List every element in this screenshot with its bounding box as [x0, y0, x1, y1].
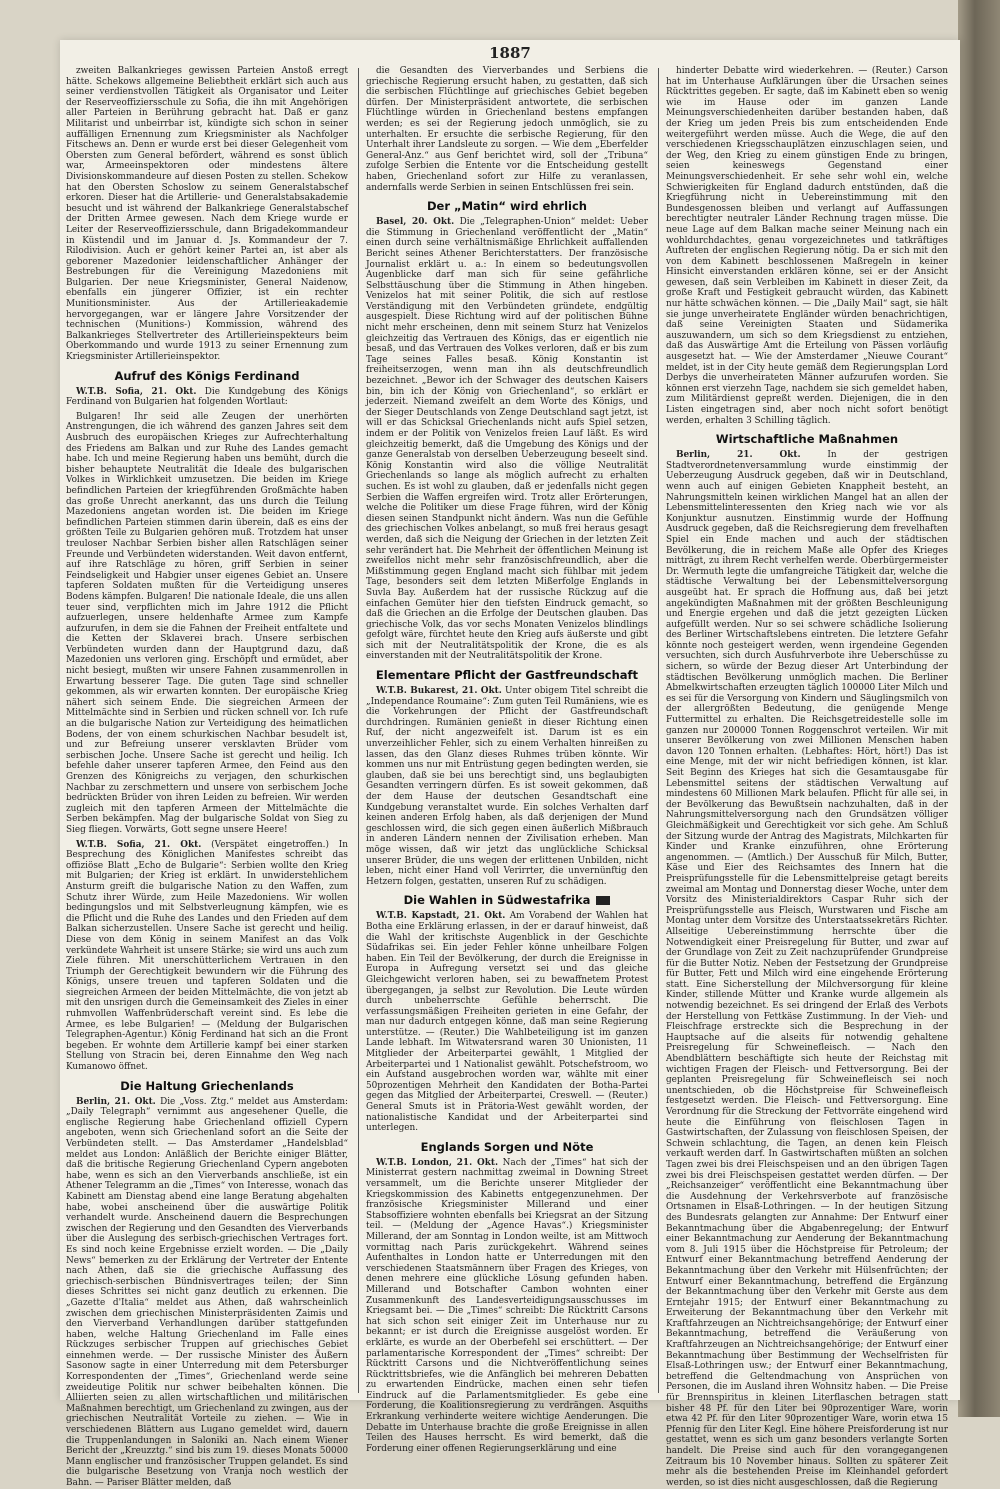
dateline: Berlin, 21. Okt. [676, 450, 801, 461]
dateline: Basel, 20. Okt. [376, 217, 455, 228]
dateline: W.T.B. Sofia, 21. Okt. [76, 839, 202, 850]
column-rule [658, 68, 659, 1393]
newspaper-page [60, 40, 960, 1488]
paragraph [366, 911, 648, 1133]
text: (Verspätet eingetroffen.) In Besprechung des Königlichen Manifestes schreibt das offiziöse Blatt „Echo de Bulgarie“: Serbien wollte den Krieg mit Bulgarien; der Krieg ist erklärt. In unwiderstehlichem Ansturm greift die bulgarische Nation zu den Waffen, zum Schutz ihrer Würde, zum Heile Mazedoniens. Wir wollen bedingungslos und mit Selbstverleugnung kämpfen, wie es die Pflicht und die Ruhe des Landes und den Frieden auf dem Balkan sicherzustellen. Unsere Sache ist gerecht und heilig. Diese von dem König in seinem Manifest an das Volk verkündete Wahrheit ist unsere Stärke; sie wird uns auch zum Ziele führen. Mit unerschütterlichem Vertrauen in den Triumph der Gerechtigkeit bewundern wir die Führung des Königs, unsere treuen und tapferen Soldaten und die siegreichen Armeen der beiden Mittelmächte, die von jetzt ab mit den unsrigen durch die Gemeinsamkeit des Zieles in einer ruhmvollen Waffenbrüderschaft vereint sind. Es lebe die Armee, es lebe Bulgarien! — (Meldung der Bulgarischen Telegraphen-Agentur.) König Ferdinand hat sich an die Front begeben. Er wohnte dem Artillerie kampf bei einer starken Stellung von Stracin bei, deren Einnahme den Weg nach Kumanowo öffnet. [66, 839, 349, 1073]
headline-text: Die Wahlen in Südwestafrika [403, 893, 591, 908]
paragraph [666, 450, 948, 1488]
dateline: W.T.B. London, 21. Okt. [376, 1157, 499, 1168]
paragraph: hinderter Debatte wird wiederkehren. — (Reuter.) Carson hat im Unterhause Aufklärungen über die Ursachen seines Rücktrittes gegeben. Er sagte, daß im Kabinett eben so wenig wie im Hause oder im ganzen Lande Meinungsverschiedenheiten darüber bestanden haben, daß der Krieg um jeden Preis bis zum entscheidenden Ende weitergeführt werden müsse. Auch die Wege, die auf den verschiedenen Kriegsschauplätzen einzuschlagen seien, und der Weg, den Krieg zu einem günstigen Ende zu bringen, seien keineswegs Gegenstand einer Meinungsverschiedenheit. Er sehe sehr wohl ein, welche Schwierigkeiten für England dadurch entstünden, daß die Kriegführung nicht in Uebereinstimmung mit den Bundesgenossen bleiben und verlangt auf Auffassungen berechtigter neutraler Länder Rechnung tragen müsse. Die neue Lage auf dem Balkan mache seiner Meinung nach ein wohldurchdachtes, genau vorgezeichnetes und tatkräftiges Auftreten der englischen Regierung nötig. Da er sich mit den von dem Kabinett beschlossenen Maßregeln in keiner Hinsicht einverstanden erklären könne, sei er der Ansicht gewesen, daß sein Verbleiben im Kabinett in dieser Zeit, da große Kraft und Festigkeit gebraucht würden, das Kabinett nur hätte schwächen können. — Die „Daily Mail“ sagt, sie hält sie junge unverheiratete Engländer würden benachrichtigen, daß seine Vereinigten Staaten und Südamerika auszuwandern, um sich so dem Kriegsdienst zu entziehen, daß das Auswärtige Amt die Erteilung von Pässen vorläufig ausgesetzt hat. — Wie der Amsterdamer „Nieuwe Courant“ meldet, ist in der City heute gemäß dem Regierungsplan Lord Derbys die unverheirateten Männer aufzurufen worden. Sie können erst vierzehn Tage, nachdem sie sich gemeldet haben, zum Militärdienst gepreßt werden. Diejenigen, die in den Listen eingetragen sind, aber noch nicht sofort benötigt werden, erhalten 3 Schilling täglich. [666, 66, 948, 426]
flag-icon [596, 896, 610, 905]
headline-englands-sorgen: Englands Sorgen und Nöte [420, 1139, 594, 1154]
text: Die Kundgebung des Königs Ferdinand von Bulgarien hat folgenden Wortlaut: [66, 386, 348, 408]
paragraph [366, 686, 648, 887]
paragraph: die Gesandten des Vierverbandes und Serbiens die griechische Regierung ersucht haben, zu gestatten, daß sich die serbischen Flüchtlinge auf griechisches Gebiet begeben dürfen. Der Ministerpräsident antwortete, die serbischen Flüchtlinge würden in Griechenland bestens empfangen werden; es sei der Regierung jedoch unmöglich, sie zu unterhalten. Er ersuchte die serbische Regierung, für den Unterhalt ihrer Landsleute zu sorgen. — Wie dem „Eberfelder General-Anz.“ aus Genf berichtet wird, soll der „Tribuna“ zufolge Serbien die Entente vor die Entscheidung gestellt haben, Griechenland sofort zur Hilfe zu veranlassen, andernfalls werde Serbien in seinen Entschlüssen frei sein. [366, 66, 648, 193]
column-rule [358, 68, 359, 1393]
column-2 [366, 66, 649, 1454]
text: Am Vorabend der Wahlen hat Botha eine Erklärung erlassen, in der er darauf hinweist, daß die Wahl der kritischste Augenblick in der Geschichte Südafrikas sei. Ein jeder Fehler könne unheilbare Folgen haben. Ein Teil der Bevölkerung, der durch die Ereignisse in Europa in Aufregung versetzt sei und das gleiche Gleichgewicht verloren haben, sei zu bewaffnetem Protest übergegangen, ja selbst zur Revolution. Die Leute würden durch unbeherrschte Gefühle beherrscht. Die verfassungsmäßigen Freiheiten gerieten in eine Gefahr, der man nur dadurch entgegen könne, daß man seine Regierung unterstütze. — (Reuter.) Die Wahlbeteiligung ist im ganzen Lande lebhaft. Im Witwatersrand waren 30 Unionisten, 11 Mitglieder der Arbeiterpartei gewählt, 1 Mitglied der Arbeiterpartei und 1 Nationalist gewählt. Potschefstroom, wo ein Aufstand ausgebrochen worden war, wählte mit einer 50prozentigen Mehrheit den Kandidaten der Botha-Partei gegen das Mitglied der Arbeiterpartei, Creswell. — (Reuter.) General Smuts ist in Prätoria-West gewählt worden, der nationalistische Kandidat und der Arbeiterpartei sind unterlegen. [366, 911, 648, 1134]
headline-matin: Der „Matin“ wird ehrlich [427, 199, 587, 214]
headline-griechenland: Die Haltung Griechenlands [120, 1078, 294, 1093]
dateline: Berlin, 21. Okt. [76, 1096, 156, 1107]
paragraph [366, 1158, 648, 1455]
headline-gastfreundschaft: Elementare Pflicht der Gastfreundschaft [375, 668, 639, 683]
headline-koenig-ferdinand: Aufruf des Königs Ferdinand [114, 368, 300, 383]
dateline: W.T.B. Kapstadt, 21. Okt. [376, 911, 506, 922]
column-3 [666, 66, 948, 1488]
column-1 [66, 66, 349, 1488]
text: Die „Telegraphen-Union“ meldet: Ueber die Stimmung in Griechenland veröffentlicht der „Matin“ einen durch seine verhältnismäßige Ehrlichkeit auffallenden Bericht seines Athener Berichterstatters. Der französische Journalist erklärt u. a.: In einem so bedeutungsvollen Augenblicke darf man sich für seine gefährliche Selbsttäuschung über die Stimmung in Athen hingeben. Venizelos hat mit seiner Politik, die sich auf restlose Verständigung mit den Verbündeten gründete, endgültig ausgespielt. Diese Richtung wird auf der politischen Bühne nicht mehr erscheinen, denn mit seinem Sturz hat Venizelos gleichzeitig das Vertrauen des Königs, das er eigentlich nie besaß, und das Vertrauen des Volkes verloren, daß er bis zum Tage seines Falles besaß. König Konstantin ist freiheitserzogen, wenn man ihn als deutschfreundlich bezeichnet. „Bewor ich der Schwager des deutschen Kaisers bin, bin ich der König von Griechenland“, so erklärt er jederzeit. Niemand zweifelt an dem Worte des Königs, und der Sieger Deutschlands von Zenge Deutschland sagt jetzt, ist will er das Schicksal Griechenlands nicht aufs Spiel setzen, indem er der Politik von Venizelos freien Lauf läßt. Es wird gleichzeitig bemerkt, daß die Umgebung des Königs und der ganze Generalstab von derselben Ueberzeugung beseelt sind. König Konstantin wird also die völlige Neutralität Griechenlands so lange als möglich aufrecht zu erhalten suchen. Es ist wohl zu glauben, daß er jedenfalls nicht gegen Serbien die Waffen ergreifen wird. Trotz aller Erörterungen, welche die Politiker um diese Frage führen, wird der König diesen seinen Standpunkt nicht ändern. Was nun die Gefühle des griechischen Volkes anbelangt, so muß frei heraus gesagt werden, daß sich die Neigung der Griechen in der letzten Zeit sehr verändert hat. Die Mehrheit der öffentlichen Meinung ist zweifellos nicht mehr sehr französischfreundlich, aber die Mißstimmung gegen England macht sich fühlbar mit jedem Tage, besonders seit dem letzten Mißerfolge Englands in Suvla Bay. Außerdem hat der russische Rückzug auf die einfachen Gemüter hier den tiefsten Eindruck gemacht, so daß die Griechen an die Erfolge der Deutschen glauben. Das griechische Volk, das vor sechs Monaten Venizelos blindlings gefolgt wäre, fürchtet heute den Krieg aufs äußerste und gibt sich mit der Neutralitätspolitik der Krone, die es als einverstanden mit der Neutralitätspolitik der Krone. [366, 217, 649, 662]
text: In der gestrigen Stadtverordnetenversammlung wurde einstimmig der Ueberzeugung Ausdruck gegeben, daß wir in Deutschland, wenn auch auf einigen Gebieten Knappheit besteht, an Nahrungsmitteln keinen wirklichen Mangel hat an allen der Lebensmittelinteressenten den Krieg nach wie vor als Konjunktur ausnutzen. Einstimmig wurde der Hoffnung Ausdruck gegeben, daß die Reichsregierung dem frevelhaften Spiel ein Ende machen und auch der städtischen Bevölkerung, die in reichem Maße alle Opfer des Krieges mitträgt, zu ihrem Recht verhelfen werde. Oberbürgermeister Dr. Wermuth legte die umfangreiche Tätigkeit dar, welche die städtische Verwaltung bei der Lebensmittelversorgung ausgeübt hat. Er sprach die Hoffnung aus, daß bei jetzt angekündigten Maßnahmen mit der größten Beschleunigung und Energie ergehen und daß die jetzt gezeigten Lücken aufgefüllt werden. Nur so sei schwere schädliche Isolierung des Berliner Wirtschaftslebens eintreten. Die letztere Gefahr könnte noch gesteigert werden, wenn irgendeine Gegenden versuchten, sich durch Ausfuhrverbote ihre Ueberschüsse zu sichern, so würde der Bezug dieser Art Unterbindung der städtischen Bevölkerung unmöglich machen. Die Berliner Abmelkwirtschaften erzeugten täglich 100000 Liter Milch und es sei für die Versorgung von Kindern und Säuglingsmilch von der allergrößten Bedeutung, die genügende Menge Futtermittel zu erhalten. Die Reichsgetreidestelle solle im ganzen nur 200000 Tonnen Roggenschrot verteilen. Wir mit unserer Bevölkerung von zwei Millionen Menschen haben davon 120 Tonnen erhalten. (Lebhaftes: Hört, hört!) Das ist eine Menge, mit der wir nicht befriedigen können, ist klar. Seit Beginn des Krieges hat sich die Gesamtausgabe für Lebensmittel seitens der städtischen Verwaltung auf mindestens 60 Millionen Mark belaufen. Pflicht für alle sei, in der Bevölkerung das Bewußtsein nachzuhalten, daß in der Nahrungsmittelversorgung nach den Grundsätzen völliger Gleichmäßigkeit und Gerechtigkeit vor sich gehe. Am Schluß der Sitzung wurde der Antrag des Magistrats, Milchkarten für Kinder und Kranke einzuführen, ohne Erörterung angenommen. — (Amtlich.) Der Ausschuß für Milch, Butter, Käse und Eier des Reichsamtes des Innern hat die Preisprüfungsstelle für die Lebensmittelpreise getagt bereits zweimal am Montag und Donnerstag dieser Woche, unter dem Vorsitz des Ministerialdirektors Caspar Ruhr sich der Preisprüfungsstelle aus Fleisch, Wurstwaren und Fische am Montag unter dem Vorsitze des Unterstaatssekretärs Richter. Allseitige Uebereinstimmung herrschte über die Notwendigkeit einer Preisregelung für Butter, und zwar auf der Grundlage von Zeit zu Zeit nachzuprüfender Grundpreise für die Butter Notiz. Neben der Festsetzung der Grundpreise für Butter, Fett und Milch wird eine eingehende Erörterung statt. Eine Sicherstellung der Milchversorgung für kleine Kinder, stillende Mütter und Kranke wurde allgemein als notwendig bezeichnet. Es sei dringend der Erlaß des Verbots der Herstellung von Fettkäse Zustimmung. In der Vieh- und Fleischfrage erstreckte sich die Besprechung in der Hauptsache auf die alseits für notwendig gehaltene Preisregelung für Schweinefleisch. — Nach den Abendblättern beschäftigte sich heute der Reichstag mit wichtigen Fragen der Fleisch- und Fettversorgung. Bei der geplanten Preisregelung für Schweinefleisch sei noch unentschieden, ob die Höchstpreise für Schweinefleisch festgesetzt werden. Die Fleisch- und Fettversorgung. Eine Verordnung für die Streckung der Fettvorräte eingehend wird heute die Einführung von fleischlosen Tagen in Gastwirtschaften, der Zulassung von fleischlosen Speisen, der Schwein schlachtung, die Tagen, an denen kein Fleisch verkauft werden darf. In Gastwirtschaften müßten an solchen Tagen zwei bis drei Fleischspeisen und an den übrigen Tagen zwei bis drei Fleischspeisen gestattet werden dürfen. — Der „Reichsanzeiger“ veröffentlicht eine Bekanntmachung über die Ausdehnung der Verkehrsverbote auf französische Ortsnamen in Elsaß-Lothringen. — In der heutigen Sitzung des Bundesrats gelangten zur Annahme: Der Entwurf einer Bekanntmachung über die Abgabenregelung; der Entwurf einer Bekanntmachung zur Aenderung der Bekanntmachung vom 8. Juli 1915 über die Höchstpreise für Petroleum; der Entwurf einer Bekanntmachung betreffend Aenderung der Bekanntmachung über den Verkehr mit Hülsenfrüchten; der Entwurf einer Bekanntmachung, betreffend die Ergänzung der Bekanntmachung über den Verkehr mit Gerste aus dem Erntejahr 1915; der Entwurf einer Bekanntmachung zu Erweiterung der Bekanntmachung über den Verkehr mit Kraftfahrzeugen an Nichtreichsangehörige; der Entwurf einer Bekanntmachung, betreffend die Veräußerung von Kraftfahrzeugen an Nichtreichsangehörige; der Entwurf einer Bekanntmachung über Bestimmung der Wechselfristen für Elsaß-Lothringen usw.; der Entwurf einer Bekanntmachung, betreffend die Geltendmachung von Ansprüchen von Personen, die im Ausland ihren Wohnsitz haben. — Die Preise für Brennspiritus in kleinen Literflaschen betragen statt bisher 48 Pf. für den Liter bei 90prozentiger Ware, worin etwa 42 Pf. für den Liter 90prozentiger Ware, worin etwa 15 Pfennig für den Liter Kegl. Eine höhere Preisforderung ist nur gestattet, wenn es sich um ganz besonders verlangte Sorten handelt. Die Preise sind auch für den vorangegangenen Zeitraum bis 10 November hinaus. Sollten zu späterer Zeit mehr als die bestehenden Preise im Kleinhandel gefordert werden, so ist dies nicht ausgeschlossen, daß die Regierung [666, 450, 948, 1488]
paragraph [66, 840, 348, 1073]
text: Die „Voss. Ztg.“ meldet aus Amsterdam: „Daily Telegraph“ vernimmt aus angesehener Quelle, die englische Regierung habe Griechenland offiziell Cypern angeboten, wenn sich Griechenland sofort an die Seite der Verbündeten stellt. — Das Amsterdamer „Handelsblad“ meldet aus London: Anläßlich der Berichte einiger Blätter, daß die britische Regierung Griechenland Cypern angeboten habe, wenn es sich an den Vierverbands anschließe, ist ein Athener Telegramm an die „Times“ von Interesse, wonach das Kabinett am Dienstag abend eine lange Beratung abgehalten habe, wobei anscheinend über die auswärtige Politik verhandelt wurde. Anscheinend dauern die Besprechungen zwischen der Regierung und den Gesandten des Vierverbands über die Auslegung des serbisch-griechischen Vertrages fort. Es sind noch keine Ergebnisse erzielt worden. — Die „Daily News“ bemerken zu der Erklärung der Vertreter der Entente nach Athen, daß sie die griechische Auffassung des griechisch-serbischen Bündnisvertrages teilen; der Sinn dieses Schrittes sei nicht ganz deutlich zu erkennen. Die „Gazette d'Italia“ meldet aus Athen, daß wahrscheinlich zwischen dem griechischen Ministerpräsidenten Zaimis und den Vierverband Verhandlungen darüber stattgefunden haben, welche Haltung Griechenland im Falle eines Rückzuges serbischer Truppen auf griechisches Gebiet einnehmen werde. — Der russische Minister des Äußern Sasonow sagte in einer Unterredung mit dem Petersburger Korrespondenten der „Times“, Griechenland werde seine zweideutige Politik nur schwer beibehalten können. Die Alliierten seien zu allen wirtschaftlichen und militärischen Maßnahmen berechtigt, um Griechenland zu zwingen, aus der griechischen Neutralität Vorteile zu ziehen. — Wie in verschiedenen Blättern aus Lugano gemeldet wird, dauern die Truppenlandungen in Saloniki an. Nach einem Wiener Bericht der „Kreuzztg.“ sind bis zum 19. dieses Monats 50000 Mann englischer und französischer Truppen gelandet. Es sind die bulgarische Besetzung von Vranja noch westlich der Bahn. — Pariser Blätter melden, daß [66, 1096, 348, 1488]
page-number: 1887 [489, 44, 531, 62]
dateline: W.T.B. Sofia, 21. Okt. [76, 386, 197, 397]
text: Nach der „Times“ hat sich der Ministerrat gestern nachmittag zweimal in Downing Street versammelt, um die Berichte unserer Mitglieder der Kriegskommission des Kabinetts entgegenzunehmen. Der französische Kriegsminister Millerand und einer Stabsoffiziere wohnten ebenfalls bei Kriegsrat an der Sitzung teil. — (Meldung der „Agence Havas“.) Kriegsminister Millerand, der am Sonntag in London weilte, ist am Mittwoch vormittag nach Paris zurückgekehrt. Während seines Aufenthaltes in London hatte er Unterredungen mit den verschiedenen Staatsmännern über Fragen des Krieges, von denen mehrere eine glückliche Lösung gefunden haben. Millerand und Botschafter Cambon wohnten einer Zusammenkunft des Landesverteidigungsausschusses im Kriegsamt bei. — Die „Times“ schreibt: Die Rücktritt Carsons hat sich schon seit einiger Zeit im Unterhause nur zu bekannt; er ist durch die Ereignisse ausgelöst worden. Er erklärte, es wurde an der Oberbefehl sei erschüttert. — Der parlamentarische Korrespondent der „Times“ schreibt: Der Rücktritt Carsons und die Nichtveröffentlichung seines Rücktrittsbriefes, wie die Anfänglich bei mehreren Debatten zu erwartenden Eindrücke, machen einen sehr tiefen Eindruck auf die Parlamentsmitglieder. Es gebe eine Forderung, die Koalitionsregierung zu verdrängen. Asquiths Erkrankung verhinderte weitere wichtige Aenderungen. Die Debatte im Unterhause brachte die große Ereignisse in allen Teilen des Hauses herrscht. Es wird bemerkt, daß die Forderung einer offenen Regierungserklärung und eine [366, 1157, 648, 1454]
paragraph [366, 217, 648, 662]
text: Unter obigem Titel schreibt die „Independance Roumaine“: Zum guten Teil Rumäniens, wie es die Vorkehrungen der Pflicht der Gastfreundschaft durchdringen. Rumänien genießt in dieser Richtung einen Ruf, der nicht angezweifelt ist. Darum ist es ein unverzeihlicher Fehler, sich zu einem Verhalten hinreißen zu lassen, das den Glanz dieses Ruhmes trüben könnte. Wir kommen uns nur mit Entrüstung gegen bedingten werden, sie glauben, daß sie bei uns berechtigt sind, uns beglaubigten Gesandten verringern dürfen. Es ist soweit gekommen, daß der dem Hause der deutschen Gesandtschaft eine Kundgebung veranstaltet wurde. Ein solches Verhalten darf keinen anderen Erfolg haben, als daß derjenigen der Mund geschlossen wird, die sich gegen einen äußerlich Mißbrauch in anderen Ländern nennen der Zivilisation erheben. Man möge wissen, daß wir jetzt das unglückliche Schicksal unserer Brüder, die uns wegen der erlittenen Unbilden, nicht leben, nicht einer Hand voll Verirrter, die unvernünftig den Hetzern folgen, gestatten, unseren Ruf zu schädigen. [366, 686, 649, 887]
dateline: W.T.B. Bukarest, 21. Okt. [376, 686, 502, 697]
paragraph [66, 387, 348, 408]
paragraph: zweiten Balkankrieges gewissen Parteien Anstoß erregt hätte. Schekows allgemeine Beliebtheit erklärt sich auch aus seiner verdienstvollen Tätigkeit als Organisator und Leiter der Reserveoffiziersschule zu Sofia, die ihn mit Angehörigen aller Parteien in Berührung gebracht hat. Daß er ganz Militarist und unbeirrbar ist, kündigte sich schon in seiner auffälligen Ernennung zum Kriegsminister als Nachfolger Fitschews an. Denn er wurde erst bei dieser Gelegenheit vom Obersten zum General befördert, während es sonst üblich war, Armeeinspektoren oder mindestens ältere Divisionskommandeure auf diesen Posten zu stellen. Schekow hat den Obersten Schoslow zu seinem Generalstabschef erkoren. Dieser hat die Artillerie- und Generalstabsakademie besucht und ist während der Balkankriege Generalstabschef der Dritten Armee gewesen. Nach dem Kriege wurde er Leiter der Reserveoffiziersschule, dann Brigadekommandeur in Küstendil und im Januar d. Js. Kommandeur der 7. Rilodivision. Auch er gehört keiner Partei an, ist aber als geborener Mazedonier leidenschaftlicher Anhänger der Bestrebungen für die Vereinigung Mazedoniens mit Bulgarien. Der neue Kriegsminister, General Naidenow, ebenfalls ein jüngerer Offizier, ist ein rechter Munitionsminister. Aus der Artillerieakademie hervorgegangen, war er längere Jahre Vorsitzender der technischen (Munitions-) Kommission, während des Balkankrieges Stellvertreter des Artillerieinspekteurs beim Oberkommando und wurde 1913 zu seiner Ernennung zum Kriegsminister Artillerieinspektor. [66, 66, 348, 363]
paragraph: Bulgaren! Ihr seid alle Zeugen der unerhörten Anstrengungen, die ich während des ganzen Jahres seit dem Ausbruch des europäischen Krieges zur Aufrechterhaltung des Friedens am Balkan und zur Ruhe des Landes gemacht habe. Ich und meine Regierung haben uns bemüht, durch die bisher behauptete Neutralität die Ideale des bulgarischen Volkes in Wirklichkeit umzusetzen. Die beiden im Kriege befindlichen Parteien der kriegführenden Großmächte haben das große Unrecht anerkannt, das uns durch die Teilung Mazedoniens angetan worden ist. Die beiden im Kriege befindlichen Parteien stimmen darin überein, daß es eins der größten Teile zu Bulgarien gehören muß. Trotzdem hat unser treuloser Nachbar Serbien bisher allen Ratschlägen seiner Freunde und Verbündeten widerstanden. Weit davon entfernt, auf ihre Ratschläge zu hören, griff Serbien in seiner Feindseligkeit und Habgier unser eigenes Gebiet an. Unsere tapferen Soldaten mußten für die Verteidigung unseres Bodens kämpfen. Bulgaren! Die nationale Ideale, die uns allen teuer sind, verpflichten mich im Jahre 1912 die Pflicht aufzuerlegen, unsere heldenhafte Armee zum Kampfe aufzurufen, in dem sie die Fahnen der Freiheit entfaltete und die Ketten der Sklaverei brach. Unsere serbischen Verbündeten wurden dann der Hauptgrund dazu, daß Mazedonien uns verloren ging. Erschöpft und ermüdet, aber nicht besiegt, mußten wir unsere Fahnen zusammenrollen in Erwartung besserer Tage. Die guten Tage sind schneller gekommen, als wir erwarten konnten. Der europäische Krieg nähert sich seinem Ende. Die siegreichen Armeen der Mittelmächte sind in Serbien und rücken schnell vor. Ich rufe an die bulgarische Nation zur Verteidigung des heimatlichen Bodens, der von einem schurkischen Nachbar besudelt ist, und zur Befreiung unserer versklavten Brüder vom serbischen Joche. Unsere Sache ist gerecht und heilig. Ich befehle daher unserer tapferen Armee, den Feind aus den Grenzen des Königreichs zu verjagen, den schurkischen Nachbar zu zerschmettern und unsere von serbischem Joche bedrückten Brüder von ihren Leiden zu befreien. Wir werden zugleich mit den tapferen Armeen der Mittelmächte die Serben bekämpfen. Mag der bulgarische Soldat von Sieg zu Sieg fliegen. Vorwärts, Gott segne unsere Heere! [66, 411, 348, 835]
headline-suedwestafrika [366, 893, 648, 907]
paragraph [66, 1097, 348, 1489]
book-binding [958, 0, 1000, 1417]
headline-wirtschaftliche-massnahmen: Wirtschaftliche Maßnahmen [715, 432, 899, 447]
